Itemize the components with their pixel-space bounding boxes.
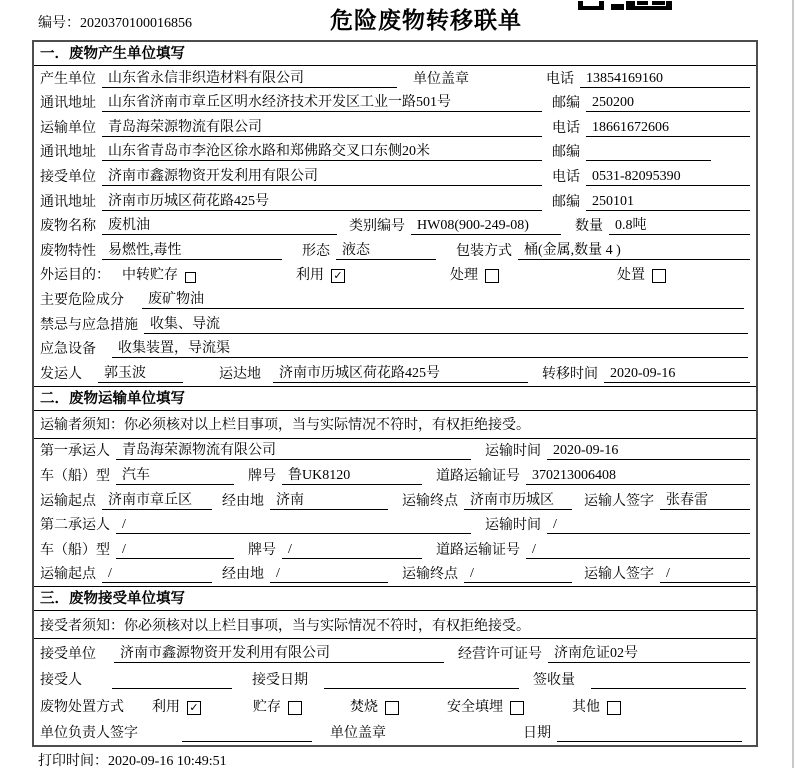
disposal-option-landfill	[447, 696, 524, 716]
dispose-checkbox	[652, 269, 666, 283]
field-label: 牌号	[248, 468, 276, 484]
route-origin-2-value: /	[102, 566, 212, 583]
generator-unit-value: 山东省永信非织造材料有限公司	[102, 67, 397, 88]
receiver-unit-value: 济南市鑫源物资开发利用有限公司	[102, 165, 542, 186]
emergency-equipment-value: 收集装置，导流渠	[112, 337, 748, 358]
checkbox-label: 焚烧	[350, 699, 378, 715]
generator-postcode-value: 250200	[586, 95, 750, 112]
vehicle-type-value: 汽车	[116, 464, 234, 485]
field-label: 经营许可证号	[458, 646, 542, 662]
purpose-option-storage	[122, 264, 196, 284]
waste-form-value: 液态	[336, 239, 436, 260]
field-label: 发运人	[40, 366, 82, 382]
field-label: 运输人签字	[584, 567, 654, 583]
incinerate-checkbox	[385, 701, 399, 715]
checkbox-label: 利用	[296, 268, 324, 284]
field-label: 道路运输证号	[436, 468, 520, 484]
field-label: 产生单位	[40, 71, 96, 87]
unit-seal-label: 单位盖章	[413, 71, 469, 87]
checkbox-label: 安全填埋	[447, 699, 503, 715]
receive-date-value	[324, 688, 519, 689]
row-receiver-address	[34, 189, 756, 214]
purpose-option-utilize	[296, 264, 345, 284]
field-label: 接受单位	[40, 169, 96, 185]
row-hazard-component	[34, 287, 756, 312]
field-label: 签收量	[533, 673, 575, 689]
utilize-disposal-checkbox: ✓	[187, 701, 201, 715]
destination-value: 济南市历城区荷花路425号	[273, 362, 528, 383]
row-first-carrier	[34, 439, 756, 464]
waste-character-value: 易燃性,毒性	[102, 239, 282, 260]
disposal-option-incinerate	[350, 696, 399, 716]
plate-number-2-value: /	[282, 542, 422, 559]
row-route-2	[34, 562, 756, 587]
transporter-phone-value: 18661672606	[586, 120, 750, 137]
transport-date-2-value: /	[547, 517, 750, 534]
field-label: 主要危险成分	[40, 292, 124, 308]
receiver-phone-value: 0531-82095390	[586, 169, 750, 186]
field-label: 单位负责人签字	[40, 726, 138, 742]
transport-date-value: 2020-09-16	[547, 443, 750, 460]
field-label: 接受人	[40, 673, 82, 689]
road-permit-value: 370213006408	[526, 468, 750, 485]
emergency-measures-value: 收集、导流	[144, 313, 748, 334]
field-label: 车（船）型	[40, 542, 110, 558]
section-generator	[34, 42, 756, 386]
disposal-option-storage	[253, 696, 302, 716]
field-label: 运输时间	[485, 444, 541, 460]
storage-disposal-checkbox	[288, 701, 302, 715]
road-permit-2-value: /	[526, 542, 750, 559]
second-carrier-value: /	[116, 517, 471, 534]
row-responsible-signature	[34, 719, 756, 746]
field-label: 废物特性	[40, 243, 96, 259]
purpose-option-treat	[450, 264, 499, 284]
purpose-option-dispose	[617, 264, 666, 284]
field-label: 运输单位	[40, 120, 96, 136]
field-label: 包装方式	[456, 243, 512, 259]
field-label: 电话	[552, 169, 580, 185]
row-route-1	[34, 488, 756, 513]
carrier-signature-value: 张春雷	[660, 489, 750, 510]
row-generator-unit	[34, 66, 756, 91]
field-label: 电话	[552, 120, 580, 136]
field-label: 形态	[302, 243, 330, 259]
field-label: 电话	[546, 71, 574, 87]
responsible-signature-value	[182, 741, 312, 742]
other-checkbox	[607, 701, 621, 715]
row-generator-address	[34, 91, 756, 116]
field-label: 邮编	[552, 145, 580, 161]
first-carrier-value: 青岛海荣源物流有限公司	[116, 439, 471, 460]
field-label: 禁忌与应急措施	[40, 317, 138, 333]
section-receiver	[34, 586, 756, 745]
field-label: 运输人签字	[584, 493, 654, 509]
checkbox-label: 贮存	[253, 699, 281, 715]
route-via-value: 济南	[270, 489, 388, 510]
packing-method-value: 桶(金属,数量 4 )	[518, 239, 750, 260]
field-label: 邮编	[552, 96, 580, 112]
row-waste-name	[34, 214, 756, 239]
field-label: 牌号	[248, 542, 276, 558]
field-label: 日期	[523, 726, 551, 742]
storage-checkbox	[185, 272, 196, 283]
row-emergency-equipment	[34, 337, 756, 362]
field-label: 车（船）型	[40, 468, 110, 484]
checkbox-label: 处置	[617, 268, 645, 284]
checkbox-label: 利用	[152, 699, 180, 715]
field-label: 转移时间	[542, 366, 598, 382]
plate-number-value: 鲁UK8120	[282, 464, 422, 485]
document-number: 编号：2020370100016856	[38, 16, 192, 31]
row-transporter-unit	[34, 115, 756, 140]
unit-seal-label: 单位盖章	[330, 726, 386, 742]
row-receiver-person	[34, 666, 756, 693]
consignor-value: 郭玉波	[98, 362, 183, 383]
field-label: 运达地	[219, 366, 261, 382]
waste-name-value: 废机油	[102, 214, 337, 235]
license-number-value: 济南危证02号	[548, 642, 750, 663]
field-label: 经由地	[222, 567, 264, 583]
transfer-date-value: 2020-09-16	[604, 366, 750, 383]
transporter-address-value: 山东省青岛市李沧区徐水路和郑佛路交叉口东侧20米	[102, 140, 542, 161]
field-label: 类别编号	[349, 219, 405, 235]
row-waste-character	[34, 238, 756, 263]
section-generator-title: 一．废物产生单位填写	[34, 42, 756, 66]
field-label: 通讯地址	[40, 194, 96, 210]
transporter-unit-value: 青岛海荣源物流有限公司	[102, 116, 542, 137]
section-receiver-title: 三．废物接受单位填写	[34, 586, 756, 611]
manifest-form-table	[32, 40, 758, 747]
row-transfer-purpose	[34, 263, 756, 288]
receiver-address-value: 济南市历城区荷花路425号	[102, 190, 542, 211]
row-transporter-address	[34, 140, 756, 165]
section-transport-title: 二．废物运输单位填写	[34, 386, 756, 411]
row-second-carrier	[34, 513, 756, 538]
row-receiver-unit	[34, 164, 756, 189]
treat-checkbox	[485, 269, 499, 283]
field-label: 外运目的：	[40, 268, 110, 284]
receiver-notice: 接受者须知：你必须核对以上栏目事项，当与实际情况不符时，有权拒绝接受。	[34, 611, 756, 639]
route-end-2-value: /	[464, 566, 572, 583]
field-label: 运输起点	[40, 493, 96, 509]
field-label: 第一承运人	[40, 444, 110, 460]
field-label: 运输终点	[402, 493, 458, 509]
transporter-postcode-value	[586, 160, 711, 161]
print-timestamp: 打印时间：2020-09-16 10:49:51	[38, 754, 227, 769]
row-emergency-measures	[34, 312, 756, 337]
utilize-checkbox: ✓	[331, 269, 345, 283]
row-consignor	[34, 361, 756, 386]
field-label: 应急设备	[40, 342, 96, 358]
qr-code-fragment-icon	[578, 0, 672, 16]
received-quantity-value	[591, 688, 746, 689]
generator-phone-value: 13854169160	[580, 71, 750, 88]
disposal-option-utilize	[152, 696, 201, 716]
document-title: 危险废物转移联单	[330, 7, 522, 33]
field-label: 接受日期	[252, 673, 308, 689]
waste-quantity-value: 0.8吨	[609, 214, 750, 235]
receiver-person-value	[112, 688, 232, 689]
field-label: 道路运输证号	[436, 542, 520, 558]
route-end-value: 济南市历城区	[464, 489, 572, 510]
page-edge-divider	[792, 0, 794, 768]
field-label: 运输时间	[485, 518, 541, 534]
route-origin-value: 济南市章丘区	[102, 489, 212, 510]
landfill-checkbox	[510, 701, 524, 715]
field-label: 通讯地址	[40, 145, 96, 161]
waste-code-value: HW08(900-249-08)	[411, 218, 561, 235]
section-transport	[34, 386, 756, 587]
row-vehicle-type-2	[34, 537, 756, 562]
field-label: 邮编	[552, 194, 580, 210]
field-label: 运输起点	[40, 567, 96, 583]
field-label: 第二承运人	[40, 518, 110, 534]
field-label: 运输终点	[402, 567, 458, 583]
carrier-signature-2-value: /	[660, 566, 750, 583]
receive-sign-date-value	[557, 741, 742, 742]
checkbox-label: 处理	[450, 268, 478, 284]
field-label: 数量	[575, 219, 603, 235]
receiving-unit-value: 济南市鑫源物资开发利用有限公司	[114, 642, 444, 663]
transporter-notice: 运输者须知：你必须核对以上栏目事项，当与实际情况不符时，有权拒绝接受。	[34, 411, 756, 439]
route-via-2-value: /	[270, 566, 388, 583]
generator-address-value: 山东省济南市章丘区明水经济技术开发区工业一路501号	[102, 91, 542, 112]
checkbox-label: 其他	[572, 699, 600, 715]
checkbox-label: 中转贮存	[122, 268, 178, 284]
row-disposal-method	[34, 692, 756, 719]
field-label: 废物名称	[40, 219, 96, 235]
field-label: 接受单位	[40, 646, 96, 662]
hazard-component-value: 废矿物油	[142, 288, 744, 309]
row-receiving-unit	[34, 639, 756, 666]
disposal-option-other	[572, 696, 621, 716]
field-label: 经由地	[222, 493, 264, 509]
vehicle-type-2-value: /	[116, 542, 234, 559]
row-vehicle-type-1	[34, 463, 756, 488]
field-label: 通讯地址	[40, 96, 96, 112]
receiver-postcode-value: 250101	[586, 194, 750, 211]
field-label: 废物处置方式	[40, 699, 124, 715]
document-header	[0, 0, 796, 40]
